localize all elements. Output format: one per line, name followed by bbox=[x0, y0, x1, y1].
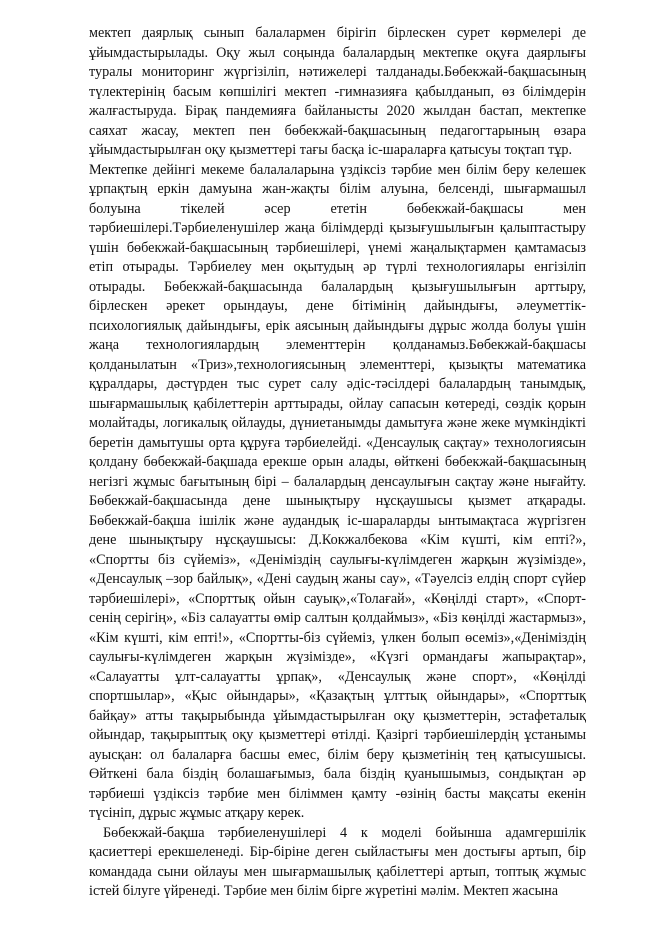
document-body bbox=[89, 24, 586, 902]
paragraph-continuous-education: Мектепке дейінгі мекеме балалаларына үздіксіз тәрбие мен білім беру келешек ұрпақтың еркін дамуына жан-жақты білім алуына, белсенді, шығармашыл болуына тікелей әсер ететін бөбекжай-бақшасы мен тәрбиешілері.Тәрбиеленушілер жаңа білімдерді қызығушылығын қалыптастыру үшін бөбекжай-бақшасының тәрбиешілері, үнемі жаңалықтармен қамтамасыз етіп отырады. Тәрбиелеу мен оқытудың әр түрлі технологиялары енгізіліп отырады. Бөбекжай-бақшасында балалардың қызығушылығын арттыру, бірлескен әрекет орындауы, дене бітімінің дайындығы, әлеуметтік-психологиялық дайындығы, ерік аясының дайындығы дұрыс жолда болуы үшін жаңа технологиялардың элементтерін қолданамыз.Бөбекжай-бақшасы қолданылатын «Триз»,технологиясының элементтері, қызықты математика құралдары, дәстүрден тыс сурет салу әдіс-тәсілдері балалардың танымдық, шығармашылық қабілеттерін арттырады, ойлау сапасын көтереді, сөздік қорын молайтады, логикалық ойлауды, дүниетанымды дамытуға және жеке мүмкіндікті беретін дамытушы орта құруға тәрбиелейді. «Денсаулық сақтау» технологиясын қолдану бөбекжай-бақшада ерекше орын алады, өйткені бөбекжай-бақшасының негізгі жұмыс бағытының бірі – балалардың денсаулығын сақтау және нығайту. Бөбекжай-бақшасында дене шынықтыру нұсқаушысы қызмет атқарады. Бөбекжай-бақша ішілік және аудандық іс-шараларды ынтымақтаса жүргізген дене шынықтыру нұсқаушысы: Д.Кокжалбекова «Кім күшті, кім епті?», «Спортты біз сүйеміз», «Деніміздің саулығы-күлімдеген жарқын жүзімізде», «Денсаулық –зор байлық», «Дені саудың жаны сау», «Тәуелсіз елдің спорт сүйер тәрбиешілері», «Спорттық ойын сауық»,«Толағай», «Көңілді старт», «Спорт-сенің серігің», «Біз салауатты өмір салтын қолдаймыз», «Біз көңілді жастармыз», «Кім күшті, кім епті!», «Спортты-біз сүйеміз, үлкен болып өсеміз»,«Деніміздің саулығы-күлімдеген жарқын жүзімізде», «Күзгі ормандағы жапырақтар», «Салауатты ұлт-салауатты ұрпақ», «Денсаулық және спорт», «Көңілді спортшылар», «Қыс ойындары», «Қазақтың ұлттық ойындары», «Спорттық байқау» атты тақырыбында ұйымдастырылған оқу қызметтерін, эстафеталық ойындар, тақырыптық оқу қызметтері өтілді. Қазіргі тәрбиешілердің ұстанымы ауысқан: ол балаларға басшы емес, білім беру қызметінің тең қатысушысы. Өйткені бала біздің болашағымыз, бала біздің қуанышымыз, сондықтан әр тәрбиеші үздіксіз тәрбие мен біліммен қамту -өзінің басты мақсаты екенін түсініп, дұрыс жұмыс атқару керек. bbox=[89, 161, 586, 821]
paragraph-4k-model: Бөбекжай-бақша тәрбиеленушілері 4 к моделі бойынша адамгершілік қасиеттері ерекшеленеді. Бір-біріне деген сыйластығы мен достығы артып, бір командада сыни ойлауы мен шығармашылық қабілеттері артып, топтық жұмыс істей білуге үйренеді. Тәрбие мен білім бірге жүретіні мәлім. Мектеп жасына bbox=[89, 824, 586, 899]
paragraph-school-readiness: мектеп даярлық сынып балалармен бірігіп бірлескен сурет көрмелері де ұйымдастырылады. Оқу жыл соңында балалардың мектепке оқуға даярлығы туралы мониторинг жүргізіліп, нәтижелері талданады.Бөбекжай-бақшасының түлектерінің басым көпшілігі мектеп -гимназияға қабылданып, өз білімдерін жалғастыруда. Бірақ пандемияға байланысты 2020 жылдан бастап, мектепке саяхат жасау, мектеп пен бөбекжай-бақшасының педагогтарының өзара ұйымдастырылған оқу қызметтері тағы басқа іс-шараларға қатысуы тоқтап тұр. bbox=[89, 25, 586, 158]
